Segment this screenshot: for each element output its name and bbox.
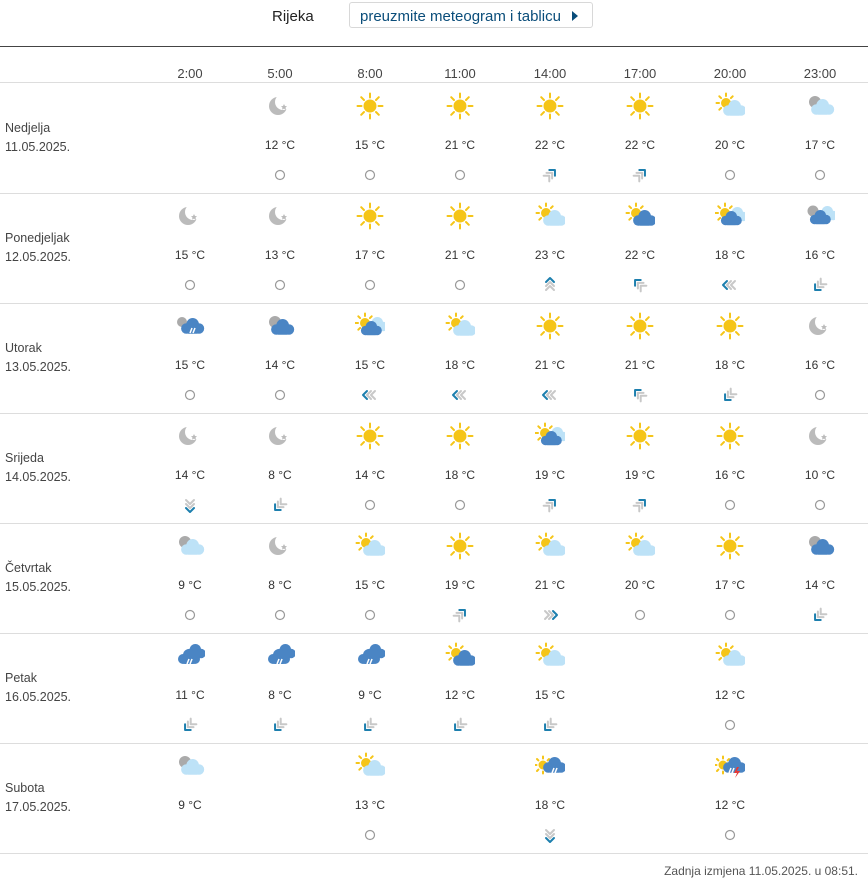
wind-northeast-icon xyxy=(631,166,649,184)
forecast-cell[interactable] xyxy=(330,303,410,413)
temperature: 21 °C xyxy=(444,248,476,262)
forecast-cell[interactable] xyxy=(150,523,230,633)
forecast-cell[interactable] xyxy=(510,743,590,853)
calm-icon xyxy=(811,496,829,514)
day-name: Subota xyxy=(5,781,45,795)
temperature: 23 °C xyxy=(534,248,566,262)
calm-icon xyxy=(721,826,739,844)
day-label xyxy=(5,119,70,157)
wind-southwest-icon xyxy=(811,606,829,624)
temperature: 22 °C xyxy=(624,138,656,152)
day-label xyxy=(5,449,71,487)
cloud-icon xyxy=(175,751,205,781)
wind-east-icon xyxy=(541,606,559,624)
calm-icon xyxy=(451,166,469,184)
calm-icon xyxy=(361,606,379,624)
temperature: 14 °C xyxy=(174,468,206,482)
dark-cloud-icon xyxy=(805,531,835,561)
wind-northwest-icon xyxy=(631,386,649,404)
wind-northeast-icon xyxy=(541,166,559,184)
temperature: 16 °C xyxy=(804,248,836,262)
forecast-cell[interactable] xyxy=(240,83,320,193)
forecast-cell[interactable] xyxy=(150,413,230,523)
temperature: 21 °C xyxy=(534,358,566,372)
temperature: 15 °C xyxy=(174,358,206,372)
sun-cloud-icon xyxy=(535,641,565,671)
wind-southwest-icon xyxy=(181,716,199,734)
temperature: 18 °C xyxy=(714,358,746,372)
calm-icon xyxy=(361,276,379,294)
cloud-icon xyxy=(805,91,835,121)
forecast-cell[interactable] xyxy=(690,413,770,523)
forecast-cell[interactable] xyxy=(600,193,680,303)
sun-cloud-icon xyxy=(445,311,475,341)
calm-icon xyxy=(811,166,829,184)
day-label xyxy=(5,339,71,377)
moon-icon xyxy=(265,201,295,231)
day-name: Srijeda xyxy=(5,451,44,465)
moon-icon xyxy=(175,421,205,451)
temperature: 16 °C xyxy=(714,468,746,482)
temperature: 19 °C xyxy=(444,578,476,592)
wind-northeast-icon xyxy=(631,496,649,514)
sun-icon xyxy=(535,91,565,121)
day-date: 16.05.2025. xyxy=(5,690,72,704)
sun-icon xyxy=(715,531,745,561)
forecast-cell[interactable] xyxy=(240,303,320,413)
forecast-cell[interactable] xyxy=(510,193,590,303)
forecast-cell[interactable] xyxy=(600,523,680,633)
sun-icon xyxy=(355,421,385,451)
forecast-cell[interactable] xyxy=(330,743,410,853)
forecast-cell[interactable] xyxy=(330,193,410,303)
sun-cloud-icon xyxy=(625,531,655,561)
moon-icon xyxy=(265,421,295,451)
forecast-cell[interactable] xyxy=(420,303,500,413)
wind-northwest-icon xyxy=(631,276,649,294)
wind-southwest-icon xyxy=(541,716,559,734)
day-row xyxy=(0,83,868,194)
forecast-cell[interactable] xyxy=(150,303,230,413)
wind-north-icon xyxy=(541,276,559,294)
calm-icon xyxy=(271,276,289,294)
sun-clouds-icon xyxy=(535,421,565,451)
wind-southwest-icon xyxy=(361,716,379,734)
sun-icon xyxy=(715,421,745,451)
temperature: 11 °C xyxy=(175,688,205,702)
temperature: 8 °C xyxy=(268,468,292,482)
hour-label: 5:00 xyxy=(267,66,293,81)
sun-icon xyxy=(445,531,475,561)
forecast-cell[interactable] xyxy=(330,523,410,633)
temperature: 19 °C xyxy=(534,468,566,482)
hour-label: 2:00 xyxy=(177,66,203,81)
calm-icon xyxy=(811,386,829,404)
temperature: 20 °C xyxy=(624,578,656,592)
temperature: 22 °C xyxy=(624,248,656,262)
calm-icon xyxy=(451,496,469,514)
hour-label: 11:00 xyxy=(444,66,476,81)
wind-northeast-icon xyxy=(451,606,469,624)
moon-icon xyxy=(175,201,205,231)
moon-icon xyxy=(805,421,835,451)
forecast-cell[interactable] xyxy=(780,523,860,633)
sun-cloud-storm-icon xyxy=(715,751,745,781)
hour-label: 14:00 xyxy=(533,66,567,81)
wind-southwest-icon xyxy=(811,276,829,294)
cloud-rain-icon xyxy=(175,311,205,341)
caret-right-icon xyxy=(572,11,578,21)
temperature: 14 °C xyxy=(804,578,836,592)
wind-west-icon xyxy=(541,386,559,404)
forecast-cell[interactable] xyxy=(420,523,500,633)
calm-icon xyxy=(721,496,739,514)
calm-icon xyxy=(451,276,469,294)
sun-icon xyxy=(625,91,655,121)
forecast-cell[interactable] xyxy=(510,633,590,743)
sun-icon xyxy=(355,91,385,121)
calm-icon xyxy=(631,606,649,624)
forecast-cell[interactable] xyxy=(510,303,590,413)
forecast-cell[interactable] xyxy=(420,83,500,193)
temperature: 12 °C xyxy=(714,688,746,702)
top-bar xyxy=(0,0,868,47)
temperature: 15 °C xyxy=(354,358,386,372)
day-date: 15.05.2025. xyxy=(5,580,72,594)
temperature: 8 °C xyxy=(268,688,292,702)
day-row xyxy=(0,523,868,634)
wind-southwest-icon xyxy=(721,386,739,404)
sun-dark-cloud-icon xyxy=(625,201,655,231)
temperature: 17 °C xyxy=(714,578,746,592)
day-date: 17.05.2025. xyxy=(5,800,72,814)
temperature: 21 °C xyxy=(534,578,566,592)
forecast-cell[interactable] xyxy=(420,413,500,523)
sun-cloud-rain-icon xyxy=(535,751,565,781)
clouds-rain-icon xyxy=(265,641,295,671)
hour-label: 8:00 xyxy=(357,66,383,81)
forecast-cell[interactable] xyxy=(330,413,410,523)
wind-west-icon xyxy=(721,276,739,294)
temperature: 17 °C xyxy=(804,138,836,152)
forecast-cell[interactable] xyxy=(600,303,680,413)
forecast-cell[interactable] xyxy=(780,83,860,193)
sun-icon xyxy=(535,311,565,341)
day-date: 13.05.2025. xyxy=(5,360,72,374)
clouds-icon xyxy=(805,201,835,231)
hour-label: 20:00 xyxy=(713,66,747,81)
day-date: 14.05.2025. xyxy=(5,470,72,484)
day-name: Četvrtak xyxy=(5,561,52,575)
wind-southwest-icon xyxy=(271,716,289,734)
forecast-cell[interactable] xyxy=(600,413,680,523)
temperature: 21 °C xyxy=(444,138,476,152)
forecast-cell[interactable] xyxy=(690,83,770,193)
temperature: 15 °C xyxy=(534,688,566,702)
wind-southwest-icon xyxy=(451,716,469,734)
calm-icon xyxy=(271,606,289,624)
day-date: 12.05.2025. xyxy=(5,250,72,264)
day-row xyxy=(0,413,868,524)
sun-icon xyxy=(625,311,655,341)
temperature: 9 °C xyxy=(178,578,202,592)
forecast-cell[interactable] xyxy=(510,523,590,633)
forecast-cell[interactable] xyxy=(690,743,770,853)
meteogram-link-label: preuzmite meteogram i tablicu xyxy=(360,8,561,25)
calm-icon xyxy=(721,716,739,734)
forecast-cell[interactable] xyxy=(420,633,500,743)
temperature: 15 °C xyxy=(354,578,386,592)
day-label xyxy=(5,229,71,267)
temperature: 9 °C xyxy=(178,798,202,812)
wind-west-icon xyxy=(451,386,469,404)
temperature: 9 °C xyxy=(358,688,382,702)
day-name: Ponedjeljak xyxy=(5,231,70,245)
sun-cloud-icon xyxy=(535,201,565,231)
meteogram-download-button[interactable] xyxy=(349,2,593,28)
day-row xyxy=(0,633,868,744)
temperature: 22 °C xyxy=(534,138,566,152)
sun-clouds-icon xyxy=(355,311,385,341)
sun-icon xyxy=(445,201,475,231)
forecast-cell[interactable] xyxy=(780,193,860,303)
forecast-cell[interactable] xyxy=(510,413,590,523)
forecast-cell[interactable] xyxy=(330,83,410,193)
forecast-cell[interactable] xyxy=(420,193,500,303)
temperature: 20 °C xyxy=(714,138,746,152)
forecast-cell[interactable] xyxy=(150,193,230,303)
forecast-cell[interactable] xyxy=(240,523,320,633)
day-row xyxy=(0,193,868,304)
sun-icon xyxy=(445,421,475,451)
clouds-rain-icon xyxy=(355,641,385,671)
moon-icon xyxy=(265,91,295,121)
sun-icon xyxy=(715,311,745,341)
temperature: 18 °C xyxy=(534,798,566,812)
forecast-cell[interactable] xyxy=(240,193,320,303)
calm-icon xyxy=(361,166,379,184)
wind-southwest-icon xyxy=(271,496,289,514)
last-update-text: Zadnja izmjena 11.05.2025. u 08:51. xyxy=(664,864,858,878)
temperature: 18 °C xyxy=(714,248,746,262)
temperature: 21 °C xyxy=(624,358,656,372)
day-label xyxy=(5,669,71,707)
sun-icon xyxy=(625,421,655,451)
forecast-cell[interactable] xyxy=(600,83,680,193)
wind-south-icon xyxy=(181,496,199,514)
temperature: 19 °C xyxy=(624,468,656,482)
calm-icon xyxy=(721,606,739,624)
day-label xyxy=(5,779,71,817)
wind-northeast-icon xyxy=(541,496,559,514)
temperature: 13 °C xyxy=(264,248,296,262)
day-name: Utorak xyxy=(5,341,42,355)
temperature: 17 °C xyxy=(354,248,386,262)
forecast-cell[interactable] xyxy=(780,413,860,523)
temperature: 12 °C xyxy=(714,798,746,812)
calm-icon xyxy=(181,276,199,294)
forecast-cell[interactable] xyxy=(690,193,770,303)
sun-cloud-icon xyxy=(355,531,385,561)
forecast-cell[interactable] xyxy=(510,83,590,193)
temperature: 14 °C xyxy=(264,358,296,372)
sun-cloud-icon xyxy=(715,91,745,121)
temperature: 18 °C xyxy=(444,358,476,372)
sun-clouds-icon xyxy=(715,201,745,231)
sun-cloud-icon xyxy=(355,751,385,781)
day-date: 11.05.2025. xyxy=(5,140,71,154)
forecast-cell[interactable] xyxy=(330,633,410,743)
day-name: Nedjelja xyxy=(5,121,51,135)
day-row xyxy=(0,743,868,854)
day-row xyxy=(0,303,868,414)
sun-cloud-icon xyxy=(715,641,745,671)
temperature: 18 °C xyxy=(444,468,476,482)
temperature: 14 °C xyxy=(354,468,386,482)
forecast-cell[interactable] xyxy=(150,633,230,743)
sun-dark-cloud-icon xyxy=(445,641,475,671)
dark-cloud-icon xyxy=(265,311,295,341)
hour-header-row xyxy=(0,62,868,83)
temperature: 12 °C xyxy=(444,688,476,702)
forecast-cell[interactable] xyxy=(150,743,230,853)
calm-icon xyxy=(271,386,289,404)
forecast-cell[interactable] xyxy=(240,633,320,743)
hour-label: 17:00 xyxy=(623,66,657,81)
forecast-cell[interactable] xyxy=(780,303,860,413)
calm-icon xyxy=(181,386,199,404)
forecast-cell[interactable] xyxy=(690,303,770,413)
calm-icon xyxy=(361,496,379,514)
calm-icon xyxy=(181,606,199,624)
moon-icon xyxy=(265,531,295,561)
temperature: 13 °C xyxy=(354,798,386,812)
calm-icon xyxy=(271,166,289,184)
temperature: 10 °C xyxy=(804,468,836,482)
temperature: 15 °C xyxy=(174,248,206,262)
calm-icon xyxy=(361,826,379,844)
sun-cloud-icon xyxy=(535,531,565,561)
moon-icon xyxy=(805,311,835,341)
city-name: Rijeka xyxy=(272,8,314,25)
calm-icon xyxy=(721,166,739,184)
day-name: Petak xyxy=(5,671,37,685)
temperature: 8 °C xyxy=(268,578,292,592)
wind-west-icon xyxy=(361,386,379,404)
temperature: 16 °C xyxy=(804,358,836,372)
forecast-cell[interactable] xyxy=(240,413,320,523)
day-label xyxy=(5,559,71,597)
clouds-rain-icon xyxy=(175,641,205,671)
temperature: 12 °C xyxy=(264,138,296,152)
hour-label: 23:00 xyxy=(803,66,837,81)
sun-icon xyxy=(355,201,385,231)
temperature: 15 °C xyxy=(354,138,386,152)
cloud-icon xyxy=(175,531,205,561)
forecast-cell[interactable] xyxy=(690,633,770,743)
sun-icon xyxy=(445,91,475,121)
forecast-cell[interactable] xyxy=(690,523,770,633)
wind-south-icon xyxy=(541,826,559,844)
